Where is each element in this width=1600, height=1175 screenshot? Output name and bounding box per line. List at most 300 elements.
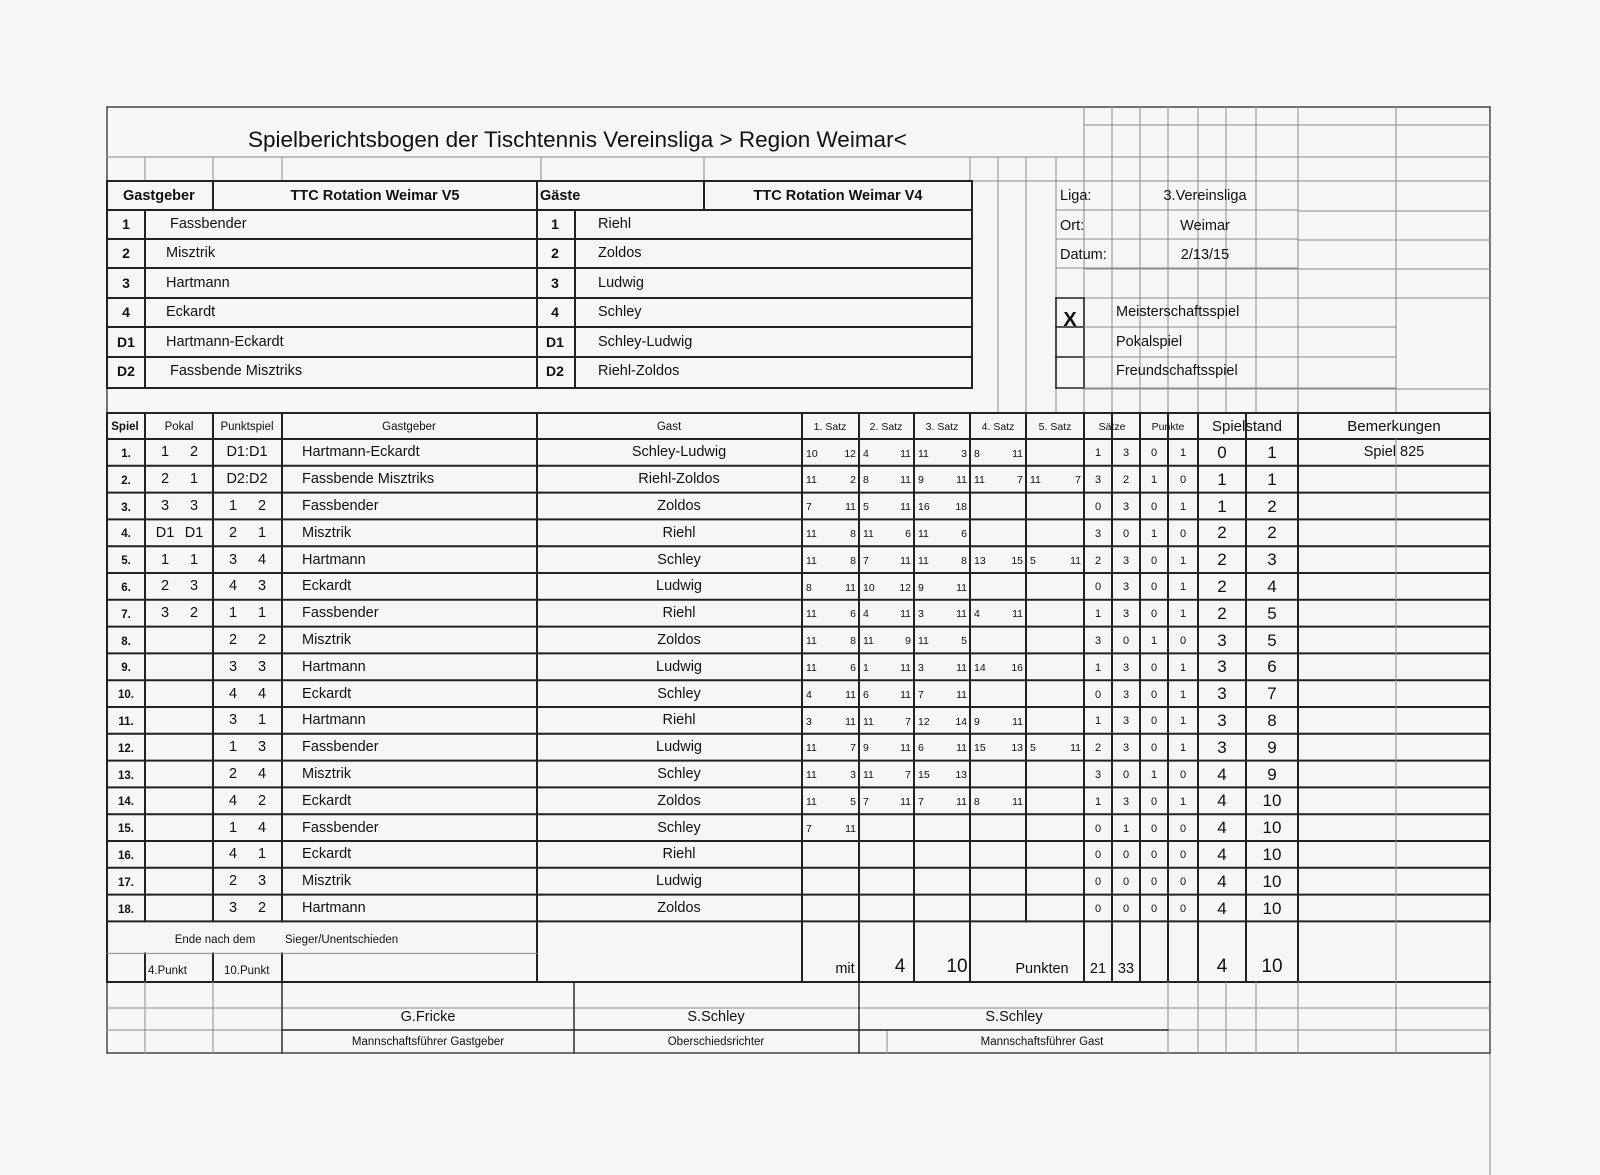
guest-player-name: Zoldos xyxy=(598,245,642,262)
points-home: 0 xyxy=(1150,554,1158,567)
set-score-home: 11 xyxy=(806,769,817,782)
host-player: Hartmann xyxy=(302,712,366,729)
punktspiel-guest: 2 xyxy=(257,900,267,917)
sets-won-home: 1 xyxy=(1094,715,1102,728)
set-score-home: 11 xyxy=(918,635,929,648)
running-score-guest: 7 xyxy=(1267,684,1277,704)
game-number: 15. xyxy=(118,823,134,836)
col-header-punktspiel: Punktspiel xyxy=(220,420,274,433)
set-score-guest: 11 xyxy=(845,581,856,594)
set-score-home: 11 xyxy=(806,796,817,809)
col-header-satz4: 4. Satz xyxy=(981,421,1015,434)
set-score-home: 11 xyxy=(806,608,817,621)
running-score-guest: 2 xyxy=(1267,523,1277,543)
punktspiel-home: 3 xyxy=(228,900,238,917)
set-score-home: 8 xyxy=(806,581,812,594)
punktspiel-guest: 2 xyxy=(257,632,267,649)
host-player: Hartmann xyxy=(302,900,366,917)
pokal-guest: D1 xyxy=(184,524,204,541)
set-score-home: 15 xyxy=(918,769,930,782)
set-score-home: 3 xyxy=(918,662,924,675)
col-header-gastgeber: Gastgeber xyxy=(382,420,436,433)
running-score-guest: 3 xyxy=(1267,550,1277,570)
location-value: Weimar xyxy=(1180,218,1230,235)
sets-won-guest: 3 xyxy=(1122,742,1130,755)
host-player: Misztrik xyxy=(302,524,352,541)
running-score-home: 3 xyxy=(1217,711,1227,731)
sets-won-home: 1 xyxy=(1094,447,1102,460)
set-score-guest: 11 xyxy=(1012,796,1023,809)
sets-won-home: 2 xyxy=(1094,742,1102,755)
points-home: 0 xyxy=(1150,876,1158,889)
host-player-number: 2 xyxy=(122,245,130,262)
guest-player: Riehl xyxy=(662,605,696,622)
set-score-home: 9 xyxy=(918,474,924,487)
set-score-guest: 11 xyxy=(956,662,967,675)
pokal-guest: 2 xyxy=(189,444,199,461)
guest-player-name: Ludwig xyxy=(598,275,644,292)
punktspiel-guest: 1 xyxy=(257,846,267,863)
guest-player-number: 2 xyxy=(551,245,559,262)
winner-label: Sieger/Unentschieden xyxy=(285,933,399,946)
set-score-guest: 11 xyxy=(900,474,911,487)
running-score-guest: 2 xyxy=(1267,496,1277,516)
col-header-bemerkungen: Bemerkungen xyxy=(1347,417,1441,435)
running-score-home: 0 xyxy=(1217,443,1227,463)
col-header-spielstand: Spielstand xyxy=(1211,417,1283,435)
guest-captain-label: Mannschaftsführer Gast xyxy=(980,1035,1104,1048)
pokal-guest: 3 xyxy=(189,498,199,515)
set-score-home: 7 xyxy=(918,688,924,701)
sets-won-home: 1 xyxy=(1094,795,1102,808)
set-score-home: 5 xyxy=(1030,742,1036,755)
set-score-home: 11 xyxy=(918,447,929,460)
sets-won-guest: 0 xyxy=(1122,634,1130,647)
host-player-name: Fassbende Misztriks xyxy=(170,363,303,380)
host-player-number: 4 xyxy=(122,304,130,321)
game-number: 5. xyxy=(121,555,131,568)
guest-player: Zoldos xyxy=(657,498,701,515)
points-guest: 1 xyxy=(1179,742,1187,755)
points-guest: 0 xyxy=(1179,876,1187,889)
sets-won-home: 0 xyxy=(1094,688,1102,701)
sets-won-guest: 3 xyxy=(1122,581,1130,594)
set-score-home: 13 xyxy=(974,554,986,567)
points-label: Punkten xyxy=(1015,961,1069,978)
set-score-guest: 6 xyxy=(905,528,911,541)
sets-won-guest: 0 xyxy=(1122,849,1130,862)
punktspiel-guest: 3 xyxy=(257,873,267,890)
set-score-guest: 13 xyxy=(955,769,967,782)
punktspiel-home: 1 xyxy=(228,498,238,515)
punktspiel-guest: 2 xyxy=(257,498,267,515)
set-score-home: 11 xyxy=(806,635,817,648)
set-score-guest: 7 xyxy=(905,769,911,782)
set-score-home: 11 xyxy=(918,528,929,541)
host-player-name: Misztrik xyxy=(166,245,216,262)
guest-player: Ludwig xyxy=(656,658,702,675)
guest-player: Zoldos xyxy=(657,792,701,809)
set-score-guest: 11 xyxy=(956,474,967,487)
set-score-guest: 12 xyxy=(899,581,911,594)
guest-player: Ludwig xyxy=(656,739,702,756)
pokal-home: 3 xyxy=(160,498,170,515)
running-score-home: 1 xyxy=(1217,496,1227,516)
set-score-home: 5 xyxy=(1030,554,1036,567)
final-standing-home: 4 xyxy=(1216,955,1228,977)
sets-won-home: 0 xyxy=(1094,500,1102,513)
sets-won-home: 2 xyxy=(1094,554,1102,567)
set-score-guest: 11 xyxy=(1012,447,1023,460)
game-number: 9. xyxy=(121,662,131,675)
host-player-number: 3 xyxy=(122,275,130,292)
running-score-home: 4 xyxy=(1217,898,1227,918)
guest-player-number: D2 xyxy=(546,363,564,380)
set-score-home: 14 xyxy=(974,662,986,675)
set-score-home: 4 xyxy=(974,608,980,621)
punktspiel-home: 2 xyxy=(228,524,238,541)
sets-won-guest: 0 xyxy=(1122,902,1130,915)
running-score-guest: 5 xyxy=(1267,603,1277,623)
final-standing-guest: 10 xyxy=(1261,955,1283,977)
running-score-home: 2 xyxy=(1217,603,1227,623)
game-number: 17. xyxy=(118,876,134,889)
point-10-label: 10.Punkt xyxy=(224,964,270,977)
running-score-home: 4 xyxy=(1217,871,1227,891)
points-guest: 1 xyxy=(1179,581,1187,594)
points-home: 0 xyxy=(1150,742,1158,755)
set-score-guest: 14 xyxy=(955,715,967,728)
set-score-guest: 11 xyxy=(1012,715,1023,728)
sets-won-guest: 3 xyxy=(1122,715,1130,728)
set-score-guest: 11 xyxy=(900,447,911,460)
set-score-home: 6 xyxy=(918,742,924,755)
punktspiel-home: 2 xyxy=(228,632,238,649)
guest-player: Schley-Ludwig xyxy=(631,444,727,461)
running-score-home: 4 xyxy=(1217,818,1227,838)
final-score-home: 4 xyxy=(894,955,906,977)
set-score-guest: 11 xyxy=(900,796,911,809)
running-score-guest: 5 xyxy=(1267,630,1277,650)
sets-won-home: 0 xyxy=(1094,849,1102,862)
points-home: 0 xyxy=(1150,608,1158,621)
set-score-home: 9 xyxy=(918,581,924,594)
guest-player-number: 3 xyxy=(551,275,559,292)
running-score-guest: 10 xyxy=(1262,898,1282,918)
game-number: 13. xyxy=(118,769,134,782)
pokal-home: 2 xyxy=(160,471,170,488)
set-score-home: 11 xyxy=(974,474,985,487)
col-header-satz3: 3. Satz xyxy=(925,421,959,434)
end-after-label: Ende nach dem xyxy=(174,933,256,946)
set-score-home: 10 xyxy=(863,581,875,594)
set-score-home: 9 xyxy=(863,742,869,755)
sets-won-home: 0 xyxy=(1094,822,1102,835)
set-score-guest: 11 xyxy=(900,608,911,621)
sets-won-home: 0 xyxy=(1094,902,1102,915)
running-score-home: 3 xyxy=(1217,737,1227,757)
set-score-guest: 11 xyxy=(1012,608,1023,621)
running-score-home: 4 xyxy=(1217,764,1227,784)
set-score-home: 11 xyxy=(806,554,817,567)
host-team-name: TTC Rotation Weimar V5 xyxy=(290,188,460,205)
punktspiel-home: 1 xyxy=(228,819,238,836)
set-score-home: 8 xyxy=(863,474,869,487)
set-score-guest: 5 xyxy=(850,796,856,809)
host-player-number: D1 xyxy=(117,334,135,351)
guest-player-number: 4 xyxy=(551,304,559,321)
points-guest: 1 xyxy=(1179,688,1187,701)
col-header-satz2: 2. Satz xyxy=(869,421,903,434)
set-score-guest: 11 xyxy=(956,688,967,701)
set-score-guest: 5 xyxy=(961,635,967,648)
punktspiel-guest: 3 xyxy=(257,739,267,756)
sets-won-guest: 0 xyxy=(1122,768,1130,781)
col-header-pokal: Pokal xyxy=(164,420,194,433)
pokal-home: D1 xyxy=(155,524,175,541)
points-home: 0 xyxy=(1150,849,1158,862)
set-score-guest: 11 xyxy=(845,715,856,728)
running-score-home: 1 xyxy=(1217,469,1227,489)
set-score-home: 8 xyxy=(974,447,980,460)
guest-player: Schley xyxy=(657,551,701,568)
host-player: Hartmann xyxy=(302,658,366,675)
set-score-home: 3 xyxy=(918,608,924,621)
set-score-home: 16 xyxy=(918,501,930,514)
sets-won-guest: 3 xyxy=(1122,554,1130,567)
total-sets-home: 21 xyxy=(1089,961,1107,978)
punktspiel-pairing: D1:D1 xyxy=(226,444,268,461)
host-captain-signature: G.Fricke xyxy=(400,1009,456,1026)
col-header-punkte: Punkte xyxy=(1151,421,1185,434)
guest-player: Zoldos xyxy=(657,632,701,649)
running-score-guest: 4 xyxy=(1267,577,1277,597)
set-score-home: 11 xyxy=(1030,474,1041,487)
running-score-guest: 10 xyxy=(1262,845,1282,865)
host-player-name: Hartmann xyxy=(166,275,230,292)
running-score-guest: 10 xyxy=(1262,818,1282,838)
points-home: 0 xyxy=(1150,795,1158,808)
host-player: Fassbende Misztriks xyxy=(302,471,435,488)
pokal-guest: 1 xyxy=(189,471,199,488)
host-player: Eckardt xyxy=(302,846,352,863)
set-score-home: 11 xyxy=(806,662,817,675)
set-score-home: 6 xyxy=(863,688,869,701)
set-score-guest: 11 xyxy=(845,501,856,514)
set-score-guest: 12 xyxy=(844,447,856,460)
set-score-guest: 11 xyxy=(900,554,911,567)
points-home: 0 xyxy=(1150,500,1158,513)
punktspiel-home: 1 xyxy=(228,739,238,756)
sets-won-guest: 0 xyxy=(1122,876,1130,889)
sets-won-guest: 0 xyxy=(1122,527,1130,540)
set-score-guest: 11 xyxy=(956,581,967,594)
points-guest: 1 xyxy=(1179,715,1187,728)
set-score-guest: 11 xyxy=(956,742,967,755)
set-score-home: 12 xyxy=(918,715,930,728)
points-home: 1 xyxy=(1150,768,1158,781)
pokal-guest: 3 xyxy=(189,578,199,595)
running-score-home: 4 xyxy=(1217,791,1227,811)
set-score-guest: 11 xyxy=(900,742,911,755)
host-player: Misztrik xyxy=(302,873,352,890)
host-player: Eckardt xyxy=(302,685,352,702)
set-score-home: 7 xyxy=(918,796,924,809)
punktspiel-guest: 1 xyxy=(257,712,267,729)
set-score-guest: 6 xyxy=(961,528,967,541)
points-home: 0 xyxy=(1150,715,1158,728)
host-player: Fassbender xyxy=(302,819,379,836)
points-guest: 1 xyxy=(1179,795,1187,808)
points-guest: 0 xyxy=(1179,527,1187,540)
points-guest: 0 xyxy=(1179,849,1187,862)
points-guest: 0 xyxy=(1179,634,1187,647)
set-score-home: 10 xyxy=(806,447,818,460)
points-guest: 0 xyxy=(1179,768,1187,781)
punktspiel-home: 3 xyxy=(228,712,238,729)
punktspiel-guest: 4 xyxy=(257,551,267,568)
guest-player: Ludwig xyxy=(656,578,702,595)
points-guest: 0 xyxy=(1179,822,1187,835)
set-score-guest: 8 xyxy=(850,554,856,567)
col-header-satz5: 5. Satz xyxy=(1038,421,1072,434)
punktspiel-home: 2 xyxy=(228,766,238,783)
sets-won-guest: 3 xyxy=(1122,688,1130,701)
points-home: 1 xyxy=(1150,474,1158,487)
points-guest: 0 xyxy=(1179,474,1187,487)
running-score-home: 4 xyxy=(1217,845,1227,865)
points-guest: 1 xyxy=(1179,608,1187,621)
running-score-guest: 1 xyxy=(1267,469,1277,489)
league-value: 3.Vereinsliga xyxy=(1163,188,1247,205)
guest-player-name: Schley-Ludwig xyxy=(598,334,693,351)
running-score-guest: 1 xyxy=(1267,443,1277,463)
sets-won-home: 3 xyxy=(1094,768,1102,781)
sets-won-guest: 3 xyxy=(1122,661,1130,674)
host-player: Eckardt xyxy=(302,792,352,809)
running-score-guest: 8 xyxy=(1267,711,1277,731)
host-player: Misztrik xyxy=(302,632,352,649)
set-score-guest: 11 xyxy=(956,796,967,809)
points-guest: 1 xyxy=(1179,554,1187,567)
set-score-guest: 11 xyxy=(900,501,911,514)
championship-check-mark: X xyxy=(1063,309,1077,331)
host-captain-label: Mannschaftsführer Gastgeber xyxy=(351,1035,505,1048)
host-player-name: Hartmann-Eckardt xyxy=(166,334,284,351)
set-score-home: 11 xyxy=(806,742,817,755)
game-number: 1. xyxy=(121,448,131,461)
set-score-guest: 6 xyxy=(850,662,856,675)
guest-captain-signature: S.Schley xyxy=(985,1009,1043,1026)
game-number: 11. xyxy=(118,716,134,729)
set-score-home: 11 xyxy=(863,769,874,782)
sets-won-home: 1 xyxy=(1094,661,1102,674)
guest-player: Schley xyxy=(657,819,701,836)
game-number: 6. xyxy=(121,582,131,595)
points-home: 0 xyxy=(1150,661,1158,674)
location-label: Ort: xyxy=(1060,218,1085,235)
punktspiel-home: 4 xyxy=(228,685,238,702)
punktspiel-guest: 4 xyxy=(257,685,267,702)
referee-signature: S.Schley xyxy=(687,1009,745,1026)
punktspiel-guest: 4 xyxy=(257,766,267,783)
set-score-home: 11 xyxy=(863,715,874,728)
punktspiel-guest: 1 xyxy=(257,605,267,622)
points-home: 1 xyxy=(1150,527,1158,540)
punktspiel-home: 1 xyxy=(228,605,238,622)
points-home: 0 xyxy=(1150,822,1158,835)
set-score-guest: 11 xyxy=(956,608,967,621)
game-type-option: Meisterschaftsspiel xyxy=(1116,304,1240,321)
punktspiel-guest: 3 xyxy=(257,578,267,595)
set-score-home: 11 xyxy=(863,635,874,648)
game-number: 4. xyxy=(121,528,131,541)
set-score-home: 11 xyxy=(806,528,817,541)
punktspiel-home: 4 xyxy=(228,578,238,595)
punktspiel-pairing: D2:D2 xyxy=(226,471,268,488)
punktspiel-guest: 2 xyxy=(257,792,267,809)
col-header-spiel: Spiel xyxy=(111,420,139,433)
sets-won-guest: 3 xyxy=(1122,447,1130,460)
set-score-home: 8 xyxy=(974,796,980,809)
pokal-guest: 1 xyxy=(189,551,199,568)
host-player: Fassbender xyxy=(302,739,379,756)
guest-player: Riehl xyxy=(662,846,696,863)
running-score-guest: 10 xyxy=(1262,871,1282,891)
punktspiel-guest: 4 xyxy=(257,819,267,836)
host-player-number: 1 xyxy=(122,216,130,233)
total-sets-guest: 33 xyxy=(1117,961,1135,978)
sets-won-guest: 1 xyxy=(1122,822,1130,835)
game-number: 14. xyxy=(118,796,134,809)
points-home: 1 xyxy=(1150,634,1158,647)
host-player: Hartmann-Eckardt xyxy=(302,444,420,461)
game-number: 3. xyxy=(121,501,131,514)
col-header-satz1: 1. Satz xyxy=(813,421,847,434)
pokal-home: 3 xyxy=(160,605,170,622)
set-score-guest: 3 xyxy=(850,769,856,782)
set-score-guest: 13 xyxy=(1011,742,1023,755)
game-number: 18. xyxy=(118,903,134,916)
set-score-guest: 2 xyxy=(850,474,856,487)
punktspiel-home: 3 xyxy=(228,658,238,675)
sets-won-home: 3 xyxy=(1094,634,1102,647)
game-type-option: Pokalspiel xyxy=(1116,334,1183,351)
pokal-home: 1 xyxy=(160,444,170,461)
set-score-guest: 18 xyxy=(955,501,967,514)
set-score-guest: 7 xyxy=(1075,474,1081,487)
game-number: 16. xyxy=(118,850,134,863)
host-label: Gastgeber xyxy=(123,188,195,205)
set-score-guest: 8 xyxy=(850,528,856,541)
guest-label: Gäste xyxy=(540,188,581,205)
with-label: mit xyxy=(835,961,855,978)
host-player-number: D2 xyxy=(117,363,135,380)
sets-won-guest: 3 xyxy=(1122,608,1130,621)
set-score-home: 11 xyxy=(806,474,817,487)
set-score-guest: 11 xyxy=(900,688,911,701)
set-score-home: 4 xyxy=(863,447,869,460)
set-score-home: 15 xyxy=(974,742,986,755)
host-player: Fassbender xyxy=(302,605,379,622)
set-score-home: 4 xyxy=(863,608,869,621)
running-score-home: 2 xyxy=(1217,550,1227,570)
guest-player: Riehl xyxy=(662,524,696,541)
point-4-label: 4.Punkt xyxy=(148,964,187,977)
points-guest: 0 xyxy=(1179,902,1187,915)
guest-player-name: Schley xyxy=(598,304,642,321)
set-score-home: 5 xyxy=(863,501,869,514)
